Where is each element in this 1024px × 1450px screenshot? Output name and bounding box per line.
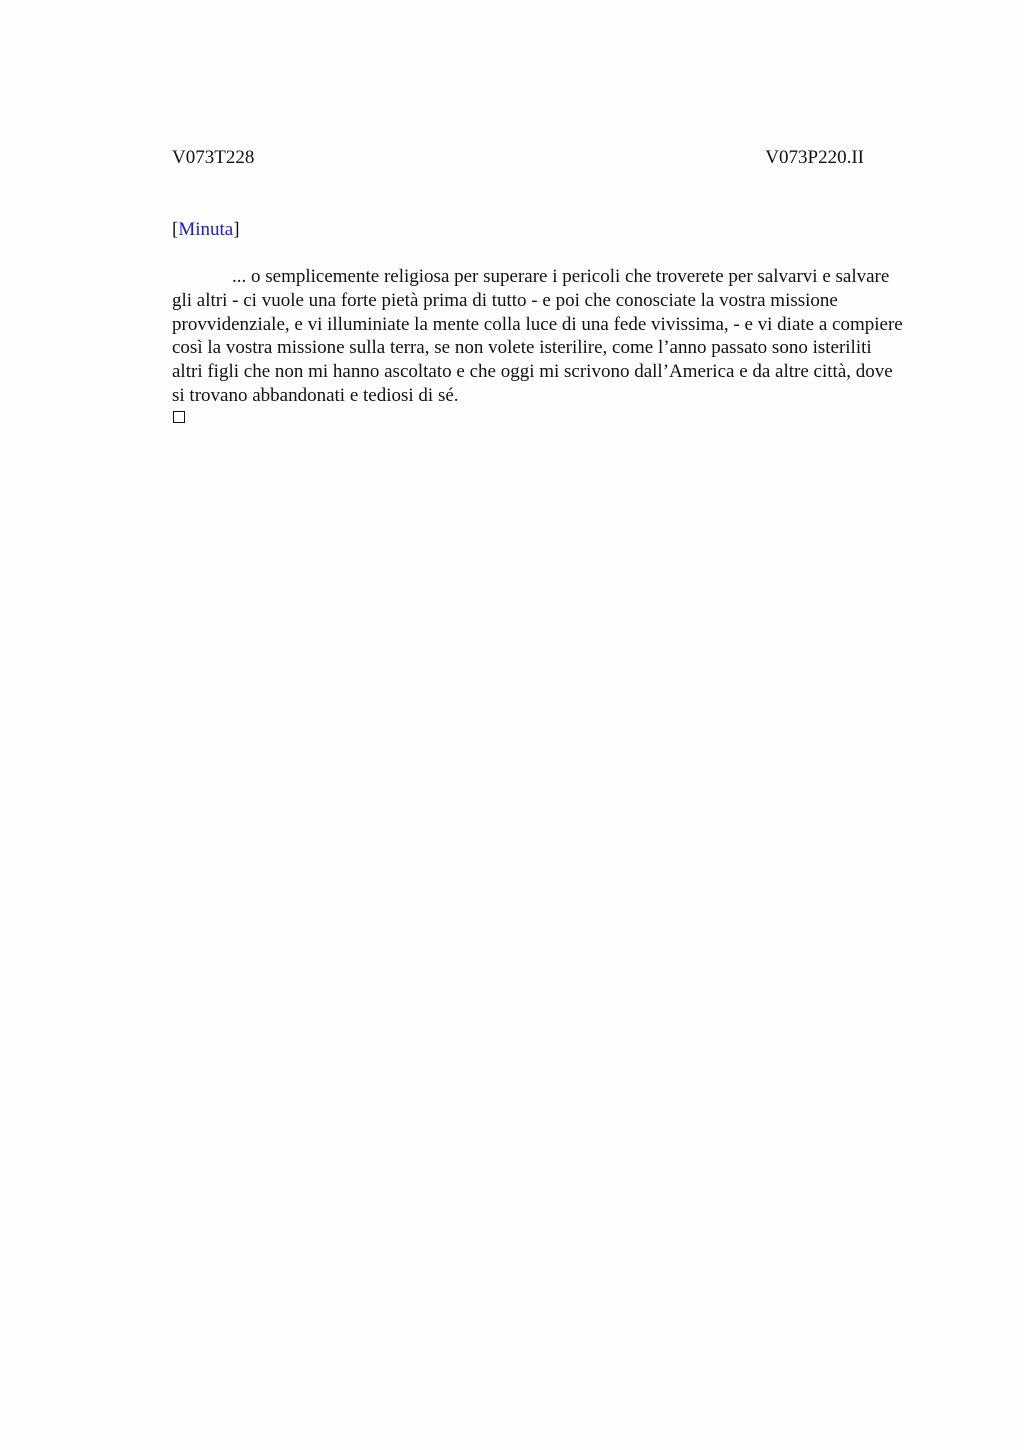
- document-code-right: V073P220.II: [765, 147, 864, 168]
- end-square-icon: [173, 411, 185, 423]
- section-label: [172, 217, 240, 243]
- document-header: [172, 145, 864, 171]
- letter-paragraph: ... o semplicemente religiosa per superare i pericoli che troverete per salvarvi e salvare gli altri - ci vuole una forte pietà prima di tutto - e poi che conosciate la vostra missione provvidenziale, e vi illuminiate la mente colla luce di una fede vivissima, - e vi diate a compiere così la vostra missione sulla terra, se non volete isterilire, come l’anno passato sono isteriliti altri figli che non mi hanno ascoltato e che oggi mi scrivono dall’America e da altre città, dove si trovano abbandonati e tediosi di sé.: [172, 266, 903, 406]
- document-code-left: V073T228: [172, 147, 255, 168]
- bracket-close: ]: [233, 219, 240, 240]
- minuta-link[interactable]: Minuta: [178, 219, 234, 240]
- bracket-open: [: [172, 219, 179, 240]
- document-page: [172, 0, 904, 1450]
